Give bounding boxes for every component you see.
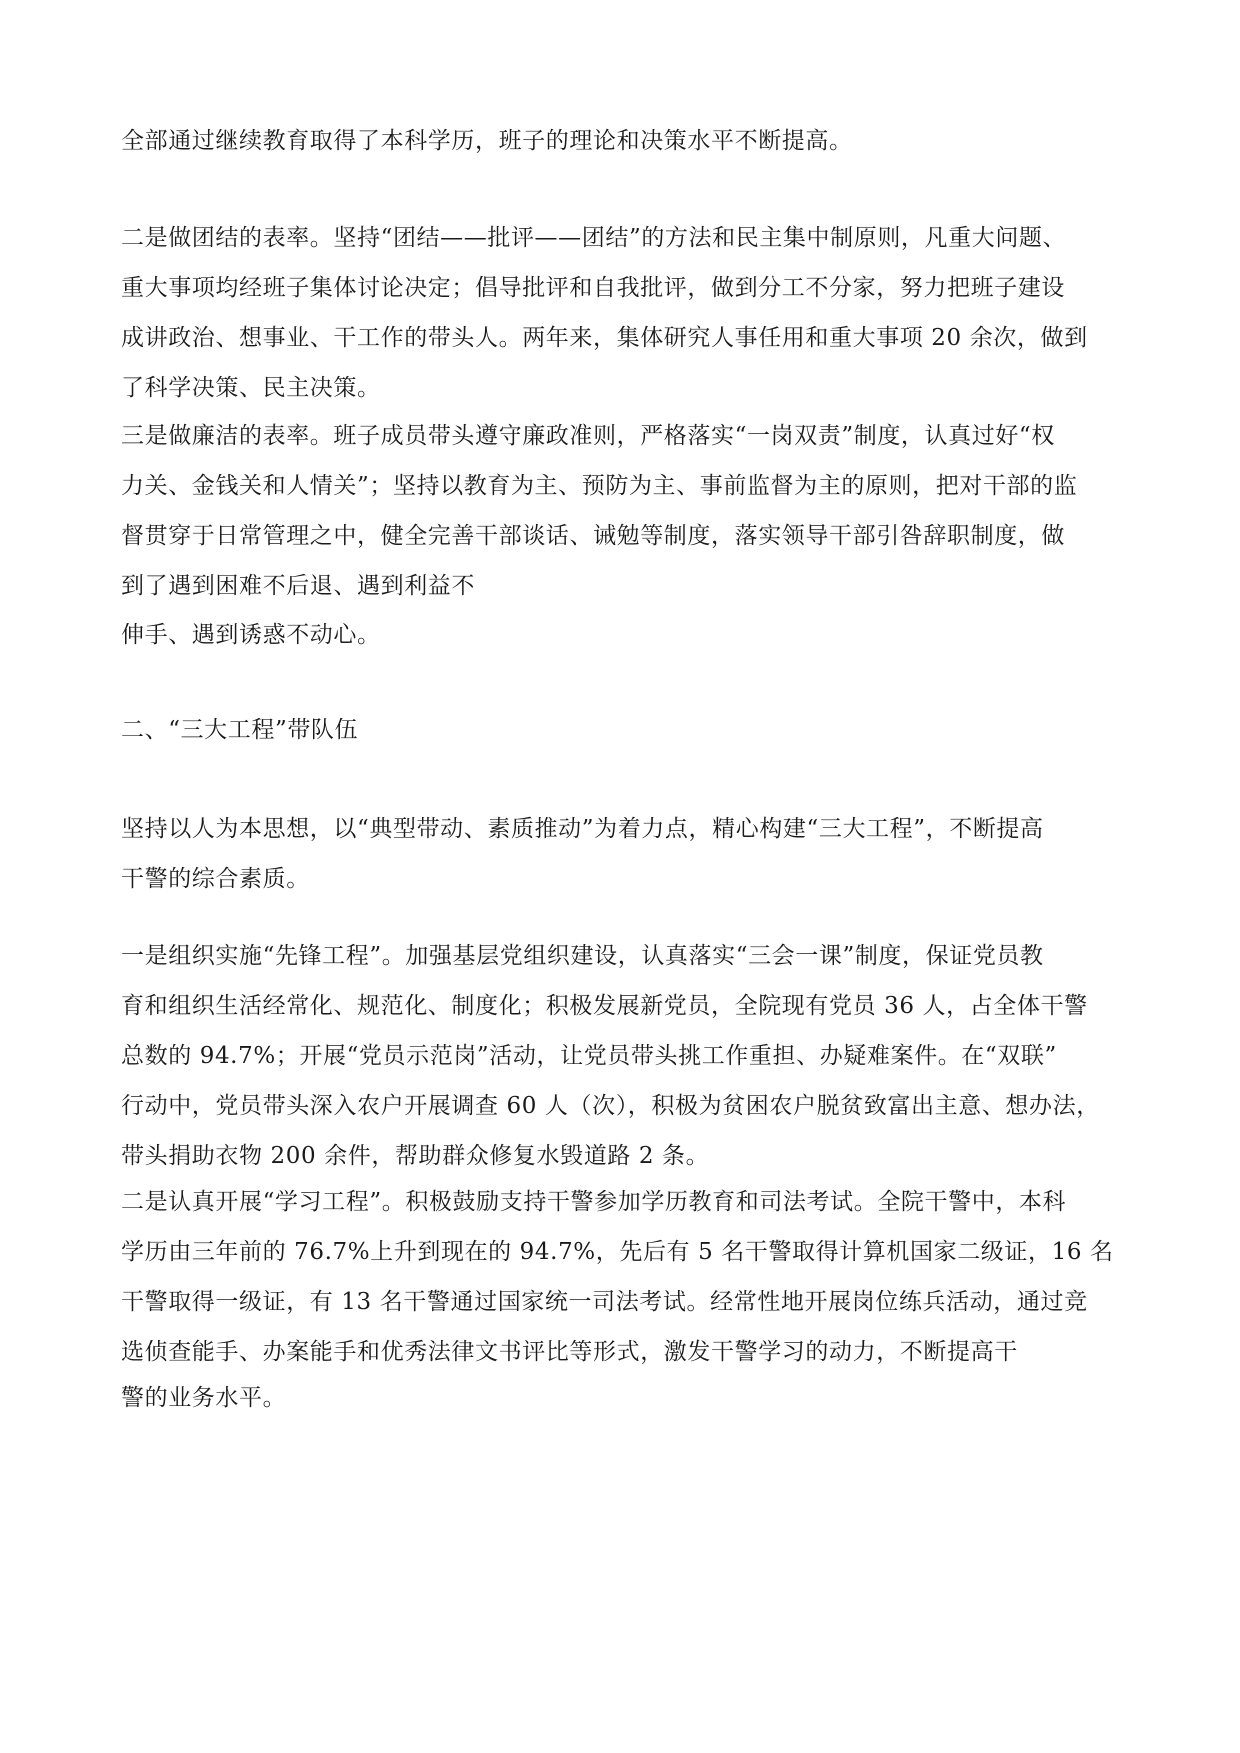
section-heading: 二、“三大工程”带队伍 bbox=[121, 717, 359, 743]
paragraph-learning-project bbox=[121, 1177, 1121, 1377]
text-line: 坚持以人为本思想，以“典型带动、素质推动”为着力点，精心构建“三大工程”，不断提高 bbox=[121, 816, 1044, 842]
text-line: 选侦查能手、办案能手和优秀法律文书评比等形式，激发干警学习的动力，不断提高干 bbox=[121, 1339, 1018, 1365]
text-line: 干警的综合素质。 bbox=[121, 866, 310, 892]
text-line: 行动中，党员带头深入农户开展调查 60 人（次），积极为贫困农户脱贫致富出主意、想办法， bbox=[121, 1093, 1100, 1119]
paragraph-integrity-continued bbox=[121, 610, 1121, 660]
text-line: 警的业务水平。 bbox=[121, 1385, 287, 1411]
text-line: 督贯穿于日常管理之中，健全完善干部谈话、诫勉等制度，落实领导干部引咎辞职制度，做 bbox=[121, 523, 1065, 549]
text-line: 育和组织生活经常化、规范化、制度化；积极发展新党员，全院现有党员 36 人，占全体干警 bbox=[121, 993, 1088, 1019]
text-line: 伸手、遇到诱惑不动心。 bbox=[121, 622, 381, 648]
paragraph-education bbox=[121, 116, 1121, 166]
text-line: 到了遇到困难不后退、遇到利益不 bbox=[121, 573, 475, 599]
text-line: 力关、金钱关和人情关”；坚持以教育为主、预防为主、事前监督为主的原则，把对干部的监 bbox=[121, 473, 1078, 499]
paragraph-integrity bbox=[121, 411, 1121, 611]
text-line: 干警取得一级证，有 13 名干警通过国家统一司法考试。经常性地开展岗位练兵活动，通过竞 bbox=[121, 1289, 1088, 1315]
text-line: 了科学决策、民主决策。 bbox=[121, 375, 381, 401]
text-line: 学历由三年前的 76.7%上升到现在的 94.7%，先后有 5 名干警取得计算机国家二级证，16 名 bbox=[121, 1239, 1114, 1265]
text-line: 总数的 94.7%；开展“党员示范岗”活动，让党员带头挑工作重担、办疑难案件。在“双联” bbox=[121, 1043, 1057, 1069]
text-line: 重大事项均经班子集体讨论决定；倡导批评和自我批评，做到分工不分家，努力把班子建设 bbox=[121, 275, 1065, 301]
paragraph-vanguard-project bbox=[121, 931, 1121, 1181]
text-line: 一是组织实施“先锋工程”。加强基层党组织建设，认真落实“三会一课”制度，保证党员教 bbox=[121, 943, 1044, 969]
paragraph-three-projects-intro bbox=[121, 804, 1121, 904]
text-line: 三是做廉洁的表率。班子成员带头遵守廉政准则，严格落实“一岗双责”制度，认真过好“权 bbox=[121, 423, 1055, 449]
paragraph-unity bbox=[121, 213, 1121, 413]
text-line: 全部通过继续教育取得了本科学历，班子的理论和决策水平不断提高。 bbox=[121, 128, 853, 154]
text-line: 二是认真开展“学习工程”。积极鼓励支持干警参加学历教育和司法考试。全院干警中，本科 bbox=[121, 1189, 1067, 1215]
section-heading-three-projects bbox=[121, 705, 1121, 755]
text-line: 成讲政治、想事业、干工作的带头人。两年来，集体研究人事任用和重大事项 20 余次，做到 bbox=[121, 325, 1088, 351]
paragraph-learning-continued bbox=[121, 1373, 1121, 1423]
text-line: 二是做团结的表率。坚持“团结——批评——团结”的方法和民主集中制原则，凡重大问题、 bbox=[121, 225, 1067, 251]
text-line: 带头捐助衣物 200 余件，帮助群众修复水毁道路 2 条。 bbox=[121, 1143, 710, 1169]
